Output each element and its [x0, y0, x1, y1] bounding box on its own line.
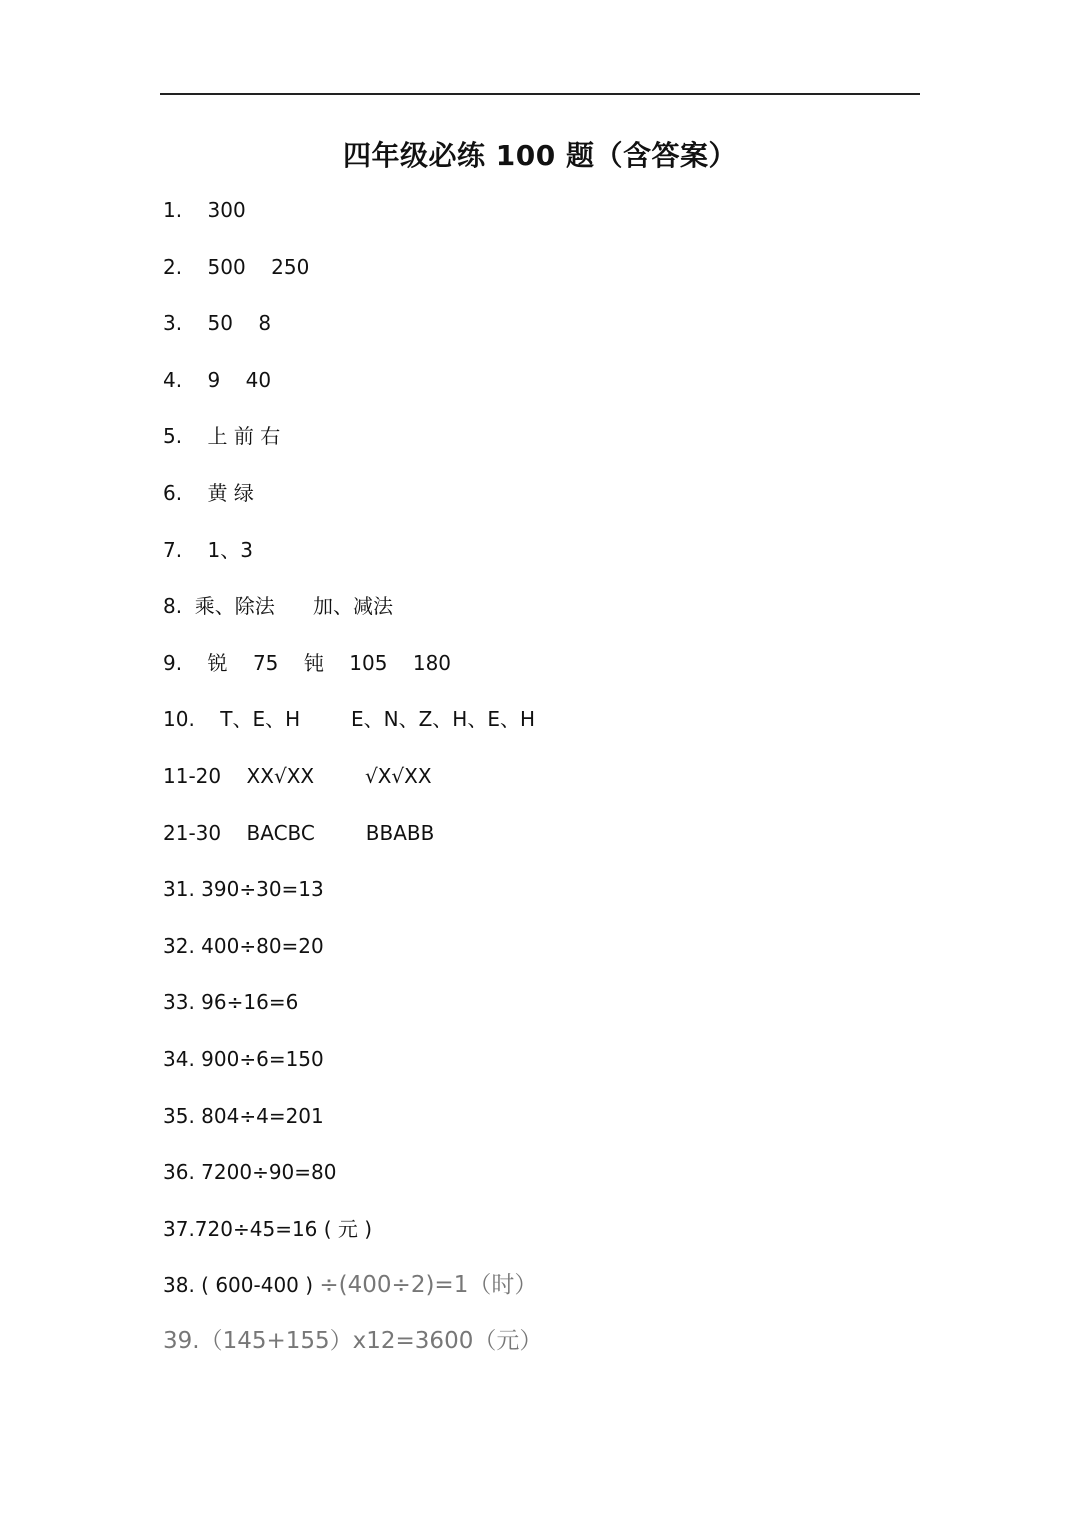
- answer-line: 5. 上 前 右: [163, 424, 281, 449]
- answer-line: 4. 9 40: [163, 367, 272, 392]
- answer-line: 31. 390÷30=13: [163, 877, 324, 902]
- answer-line: 34. 900÷6=150: [163, 1047, 324, 1071]
- answer-line: 7. 1、3: [163, 537, 253, 562]
- header-rule: [160, 93, 920, 95]
- answer-line: 2. 500 250: [163, 254, 310, 279]
- answer-line: 3. 50 8: [163, 311, 272, 336]
- answer-38-part1: 38. ( 600-400 ): [163, 1273, 320, 1297]
- answer-line: 10. T、E、H E、N、Z、H、E、H: [163, 707, 536, 732]
- answer-38: [163, 1271, 537, 1299]
- answer-line: 6. 黄 绿: [163, 481, 254, 505]
- answer-line: 11-20 XX√XX √X√XX: [163, 764, 432, 788]
- answer-line: 1. 300: [163, 198, 246, 222]
- answer-38-part2: ÷(400÷2)=1（时）: [319, 1272, 538, 1298]
- answer-line: 8. 乘、除法 加、减法: [163, 594, 393, 619]
- answer-line: 9. 锐 75 钝 105 180: [163, 650, 452, 675]
- answer-39: 39.（145+155）x12=3600（元）: [163, 1328, 543, 1354]
- answer-line: 37.720÷45=16 ( 元 ): [163, 1216, 373, 1241]
- answer-line: 32. 400÷80=20: [163, 933, 324, 958]
- answer-line: 21-30 BACBC BBABB: [163, 820, 435, 845]
- answer-line: 33. 96÷16=6: [163, 990, 299, 1015]
- page-title: 四年级必练 100 题（含答案）: [343, 139, 737, 172]
- answer-line: 36. 7200÷90=80: [163, 1160, 337, 1185]
- answer-line: 35. 804÷4=201: [163, 1103, 324, 1128]
